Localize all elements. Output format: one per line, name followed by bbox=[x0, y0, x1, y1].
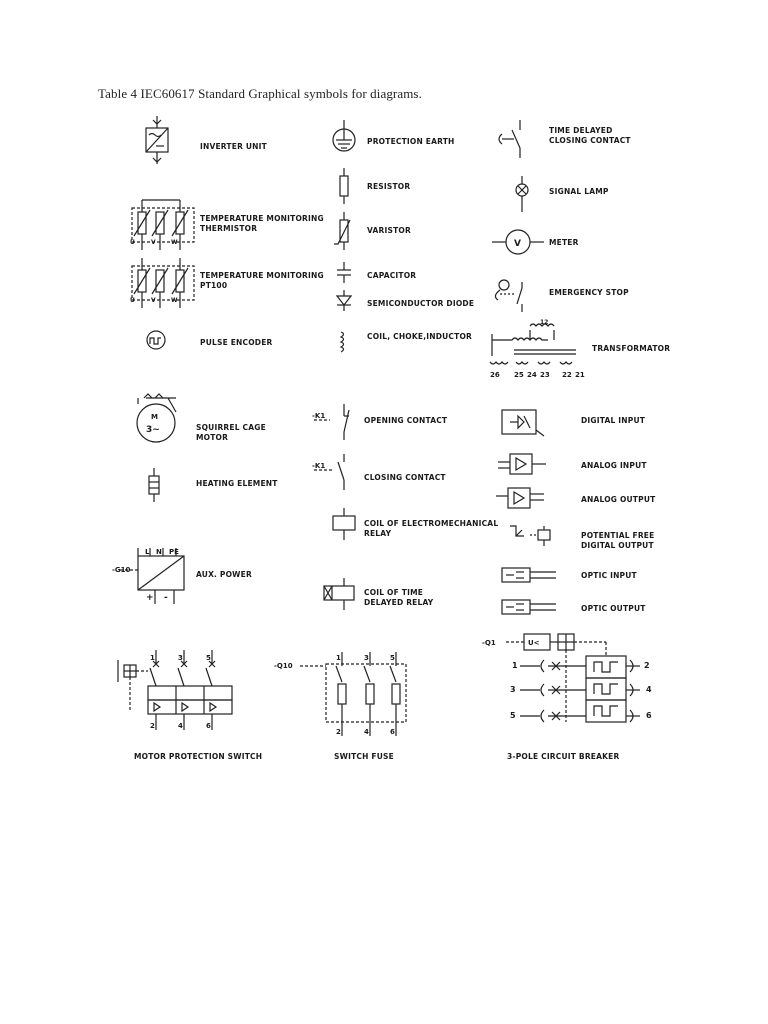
mps-6-text: 6 bbox=[206, 722, 211, 730]
label-potential-free-digital-output: POTENTIAL FREE DIGITAL OUTPUT bbox=[581, 531, 655, 550]
label-coil-electromechanical-relay: COIL OF ELECTROMECHANICAL RELAY bbox=[364, 519, 499, 538]
mps-3-text: 3 bbox=[178, 654, 183, 662]
mps-1-text: 1 bbox=[150, 654, 155, 662]
label-inverter-unit: INVERTER UNIT bbox=[200, 142, 267, 151]
label-3-pole-circuit-breaker: 3-POLE CIRCUIT BREAKER bbox=[507, 752, 620, 761]
label-meter: METER bbox=[549, 238, 579, 247]
label-semiconductor-diode: SEMICONDUCTOR DIODE bbox=[367, 299, 475, 308]
sf-3-text: 3 bbox=[364, 654, 369, 662]
label-coil-time-delayed-relay: COIL OF TIME DELAYED RELAY bbox=[364, 588, 434, 607]
cb-6-text: 6 bbox=[646, 711, 652, 720]
thermistor-w-text: W bbox=[171, 239, 178, 246]
coil-relay-symbol bbox=[333, 508, 355, 540]
tr-22-text: 22 bbox=[562, 371, 572, 379]
pt100-u-text: U bbox=[130, 297, 135, 304]
label-time-delayed-closing-contact: TIME DELAYED CLOSING CONTACT bbox=[549, 126, 631, 145]
label-emergency-stop: EMERGENCY STOP bbox=[549, 288, 629, 297]
label-switch-fuse: SWITCH FUSE bbox=[334, 752, 394, 761]
thermistor-symbol bbox=[132, 200, 194, 250]
closing-contact-symbol bbox=[314, 454, 344, 490]
motor-3-phase-text: 3~ bbox=[146, 425, 160, 435]
optic-input-symbol bbox=[502, 568, 556, 582]
transformator-symbol bbox=[490, 324, 576, 364]
label-optic-input: OPTIC INPUT bbox=[581, 571, 637, 580]
resistor-symbol bbox=[340, 168, 348, 204]
thermistor-u-text: U bbox=[130, 239, 135, 246]
tr-24-text: 24 bbox=[527, 371, 537, 379]
heating-element-symbol bbox=[149, 468, 159, 502]
aux-pe-text: PE bbox=[169, 548, 179, 556]
label-aux-power: AUX. POWER bbox=[196, 570, 252, 579]
label-closing-contact: CLOSING CONTACT bbox=[364, 473, 446, 482]
q1-text: -Q1 bbox=[482, 639, 496, 647]
page-title: Table 4 IEC60617 Standard Graphical symbols for diagrams. bbox=[98, 86, 422, 101]
sf-4-text: 4 bbox=[364, 728, 369, 736]
analog-input-symbol bbox=[498, 454, 546, 474]
label-transformator: TRANSFORMATOR bbox=[592, 344, 671, 353]
digital-input-symbol bbox=[502, 410, 544, 436]
label-coil-choke-inductor: COIL, CHOKE,INDUCTOR bbox=[367, 332, 473, 341]
mps-4-text: 4 bbox=[178, 722, 183, 730]
meter-v-text: V bbox=[514, 239, 521, 249]
tr-23-text: 23 bbox=[540, 371, 550, 379]
label-temperature-pt100: TEMPERATURE MONITORING PT100 bbox=[200, 271, 324, 290]
label-protection-earth: PROTECTION EARTH bbox=[367, 137, 455, 146]
aux-minus-text: - bbox=[164, 593, 168, 603]
pt100-v-text: V bbox=[151, 297, 156, 304]
pt100-w-text: W bbox=[171, 297, 178, 304]
optic-output-symbol bbox=[502, 600, 556, 614]
label-digital-input: DIGITAL INPUT bbox=[581, 416, 646, 425]
aux-n-text: N bbox=[156, 548, 162, 556]
motor-protection-switch-symbol bbox=[118, 650, 232, 730]
sf-2-text: 2 bbox=[336, 728, 341, 736]
label-capacitor: CAPACITOR bbox=[367, 271, 417, 280]
sf-6-text: 6 bbox=[390, 728, 395, 736]
tr-25-text: 25 bbox=[514, 371, 524, 379]
sf-5-text: 5 bbox=[390, 654, 395, 662]
q10-text: -Q10 bbox=[274, 662, 293, 670]
aux-l-text: L bbox=[145, 548, 150, 556]
analog-output-symbol bbox=[496, 488, 544, 508]
tr-21-text: 21 bbox=[575, 371, 585, 379]
u-less-text: U< bbox=[528, 639, 540, 647]
label-analog-output: ANALOG OUTPUT bbox=[581, 495, 656, 504]
label-analog-input: ANALOG INPUT bbox=[581, 461, 647, 470]
pt100-symbol bbox=[132, 258, 194, 308]
tr-12-text: 12 bbox=[540, 319, 549, 326]
tr-26-text: 26 bbox=[490, 371, 500, 379]
label-opening-contact: OPENING CONTACT bbox=[364, 416, 448, 425]
cb-3-text: 3 bbox=[510, 685, 516, 694]
label-temperature-thermistor: TEMPERATURE MONITORING THERMISTOR bbox=[200, 214, 324, 233]
label-motor-protection-switch: MOTOR PROTECTION SWITCH bbox=[134, 752, 263, 761]
label-heating-element: HEATING ELEMENT bbox=[196, 479, 278, 488]
mps-2-text: 2 bbox=[150, 722, 155, 730]
cb-4-text: 4 bbox=[646, 685, 652, 694]
diode-symbol bbox=[337, 290, 351, 311]
label-resistor: RESISTOR bbox=[367, 182, 411, 191]
sf-1-text: 1 bbox=[336, 654, 341, 662]
motor-m-text: M bbox=[151, 413, 158, 421]
k1-opening-text: -K1 bbox=[312, 412, 326, 420]
coil-time-relay-symbol bbox=[324, 578, 354, 610]
opening-contact-symbol bbox=[314, 404, 349, 440]
signal-lamp-symbol bbox=[516, 176, 528, 212]
circuit-breaker-symbol bbox=[506, 634, 640, 722]
switch-fuse-symbol bbox=[300, 652, 406, 736]
label-signal-lamp: SIGNAL LAMP bbox=[549, 187, 609, 196]
cb-5-text: 5 bbox=[510, 711, 516, 720]
label-optic-output: OPTIC OUTPUT bbox=[581, 604, 646, 613]
label-varistor: VARISTOR bbox=[367, 226, 411, 235]
g10-text: -G10 bbox=[112, 566, 131, 574]
coil-choke-symbol bbox=[341, 332, 344, 352]
emergency-stop-symbol bbox=[495, 280, 522, 312]
label-pulse-encoder: PULSE ENCODER bbox=[200, 338, 273, 347]
protection-earth-symbol bbox=[333, 120, 355, 151]
varistor-symbol bbox=[334, 212, 350, 250]
mps-5-text: 5 bbox=[206, 654, 211, 662]
aux-plus-text: + bbox=[146, 593, 154, 603]
inverter-unit-symbol bbox=[146, 116, 168, 164]
k1-closing-text: -K1 bbox=[312, 462, 326, 470]
thermistor-v-text: V bbox=[151, 239, 156, 246]
label-squirrel-cage-motor: SQUIRREL CAGE MOTOR bbox=[196, 423, 266, 442]
time-delayed-closing-contact-symbol bbox=[499, 120, 520, 158]
cb-1-text: 1 bbox=[512, 661, 518, 670]
capacitor-symbol bbox=[337, 262, 351, 283]
cb-2-text: 2 bbox=[644, 661, 650, 670]
pulse-encoder-symbol bbox=[147, 331, 165, 349]
potential-free-output-symbol bbox=[510, 526, 550, 546]
